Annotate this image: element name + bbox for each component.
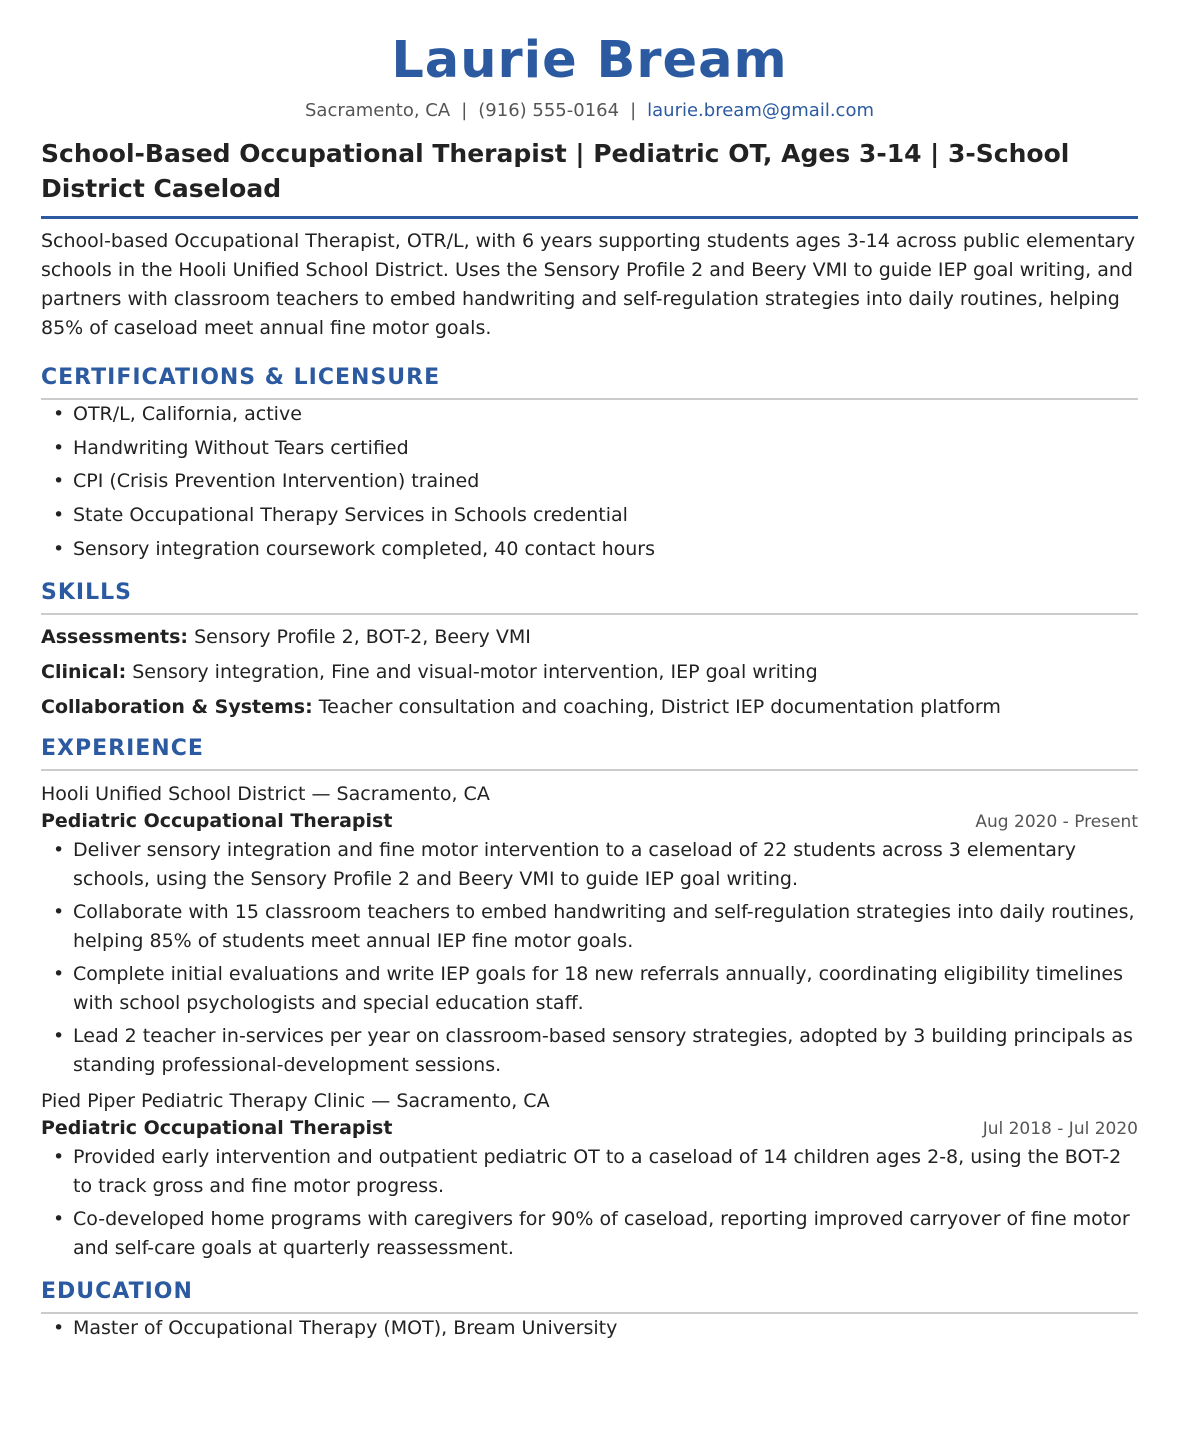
separator: | (630, 100, 637, 121)
role-row (41, 808, 1138, 836)
list-item: • Master of Occupational Therapy (MOT), Bream University (41, 1314, 1138, 1343)
professional-headline: School-Based Occupational Therapist | Pediatric OT, Ages 3-14 | 3-School District Caseload (41, 136, 1138, 219)
certifications-list (41, 400, 1138, 564)
job-entry (41, 1088, 1138, 1263)
skill-label: Collaboration & Systems: (41, 695, 313, 718)
job-bullets (41, 1143, 1138, 1263)
job-title: Pediatric Occupational Therapist (41, 809, 393, 832)
job-dates: Jul 2018 - Jul 2020 (982, 1118, 1138, 1139)
list-item: • CPI (Crisis Prevention Intervention) trained (41, 467, 1138, 496)
phone: (916) 555-0164 (478, 100, 620, 121)
skill-row (41, 693, 1138, 722)
skill-value: Teacher consultation and coaching, District IEP documentation platform (318, 695, 1001, 718)
separator: | (461, 100, 468, 121)
skill-label: Assessments: (41, 625, 189, 648)
list-item: • Collaborate with 15 classroom teachers to embed handwriting and self-regulation strategies into daily routines, helping 85% of students meet annual IEP fine motor goals. (41, 898, 1138, 956)
list-item: • Lead 2 teacher in-services per year on classroom-based sensory strategies, adopted by 3 building principals as standing professional-development sessions. (41, 1022, 1138, 1080)
skill-row (41, 623, 1138, 652)
list-item: • Provided early intervention and outpatient pediatric OT to a caseload of 14 children ages 2-8, using the BOT-2 to track gross and fine motor progress. (41, 1143, 1138, 1201)
email-link[interactable]: laurie.bream@gmail.com (647, 100, 875, 121)
candidate-name: Laurie Bream (391, 31, 788, 90)
employer: Hooli Unified School District — Sacramento, CA (41, 782, 490, 805)
job-dates: Aug 2020 - Present (975, 811, 1138, 832)
job-bullets (41, 836, 1138, 1080)
education-list (41, 1314, 1138, 1343)
list-item: • Complete initial evaluations and write IEP goals for 18 new referrals annually, coordinating eligibility timelines with school psychologists and special education staff. (41, 960, 1138, 1018)
role-row (41, 1115, 1138, 1143)
employer: Pied Piper Pediatric Therapy Clinic — Sacramento, CA (41, 1089, 550, 1112)
summary-paragraph: School-based Occupational Therapist, OTR/L, with 6 years supporting students ages 3-14 across public elementary schools in the Hooli Unified School District. Uses the Sensory Profile 2 and Beery VMI to guide IEP goal writing, and partners with classroom teachers to embed handwriting and self-regulation strategies into daily routines, helping 85% of caseload meet annual fine motor goals. (41, 230, 1136, 339)
list-item: • Sensory integration coursework completed, 40 contact hours (41, 535, 1138, 564)
section-title-skills: SKILLS (41, 578, 1138, 615)
list-item: • State Occupational Therapy Services in Schools credential (41, 501, 1138, 530)
job-title: Pediatric Occupational Therapist (41, 1116, 393, 1139)
section-title-education: EDUCATION (41, 1277, 1138, 1314)
job-entry (41, 781, 1138, 1080)
list-item: • OTR/L, California, active (41, 400, 1138, 429)
skill-value: Sensory integration, Fine and visual-motor intervention, IEP goal writing (132, 660, 818, 683)
section-title-experience: EXPERIENCE (41, 734, 1138, 771)
location: Sacramento, CA (304, 100, 451, 121)
skill-label: Clinical: (41, 660, 127, 683)
list-item: • Handwriting Without Tears certified (41, 434, 1138, 463)
skill-row (41, 658, 1138, 687)
skills-block (41, 623, 1138, 722)
list-item: • Co-developed home programs with caregivers for 90% of caseload, reporting improved carryover of fine motor and self-care goals at quarterly reassessment. (41, 1205, 1138, 1263)
section-title-certifications: CERTIFICATIONS & LICENSURE (41, 363, 1138, 400)
list-item: • Deliver sensory integration and fine motor intervention to a caseload of 22 students across 3 elementary schools, using the Sensory Profile 2 and Beery VMI to guide IEP goal writing. (41, 836, 1138, 894)
skill-value: Sensory Profile 2, BOT-2, Beery VMI (194, 625, 531, 648)
contact-line (41, 99, 1138, 123)
